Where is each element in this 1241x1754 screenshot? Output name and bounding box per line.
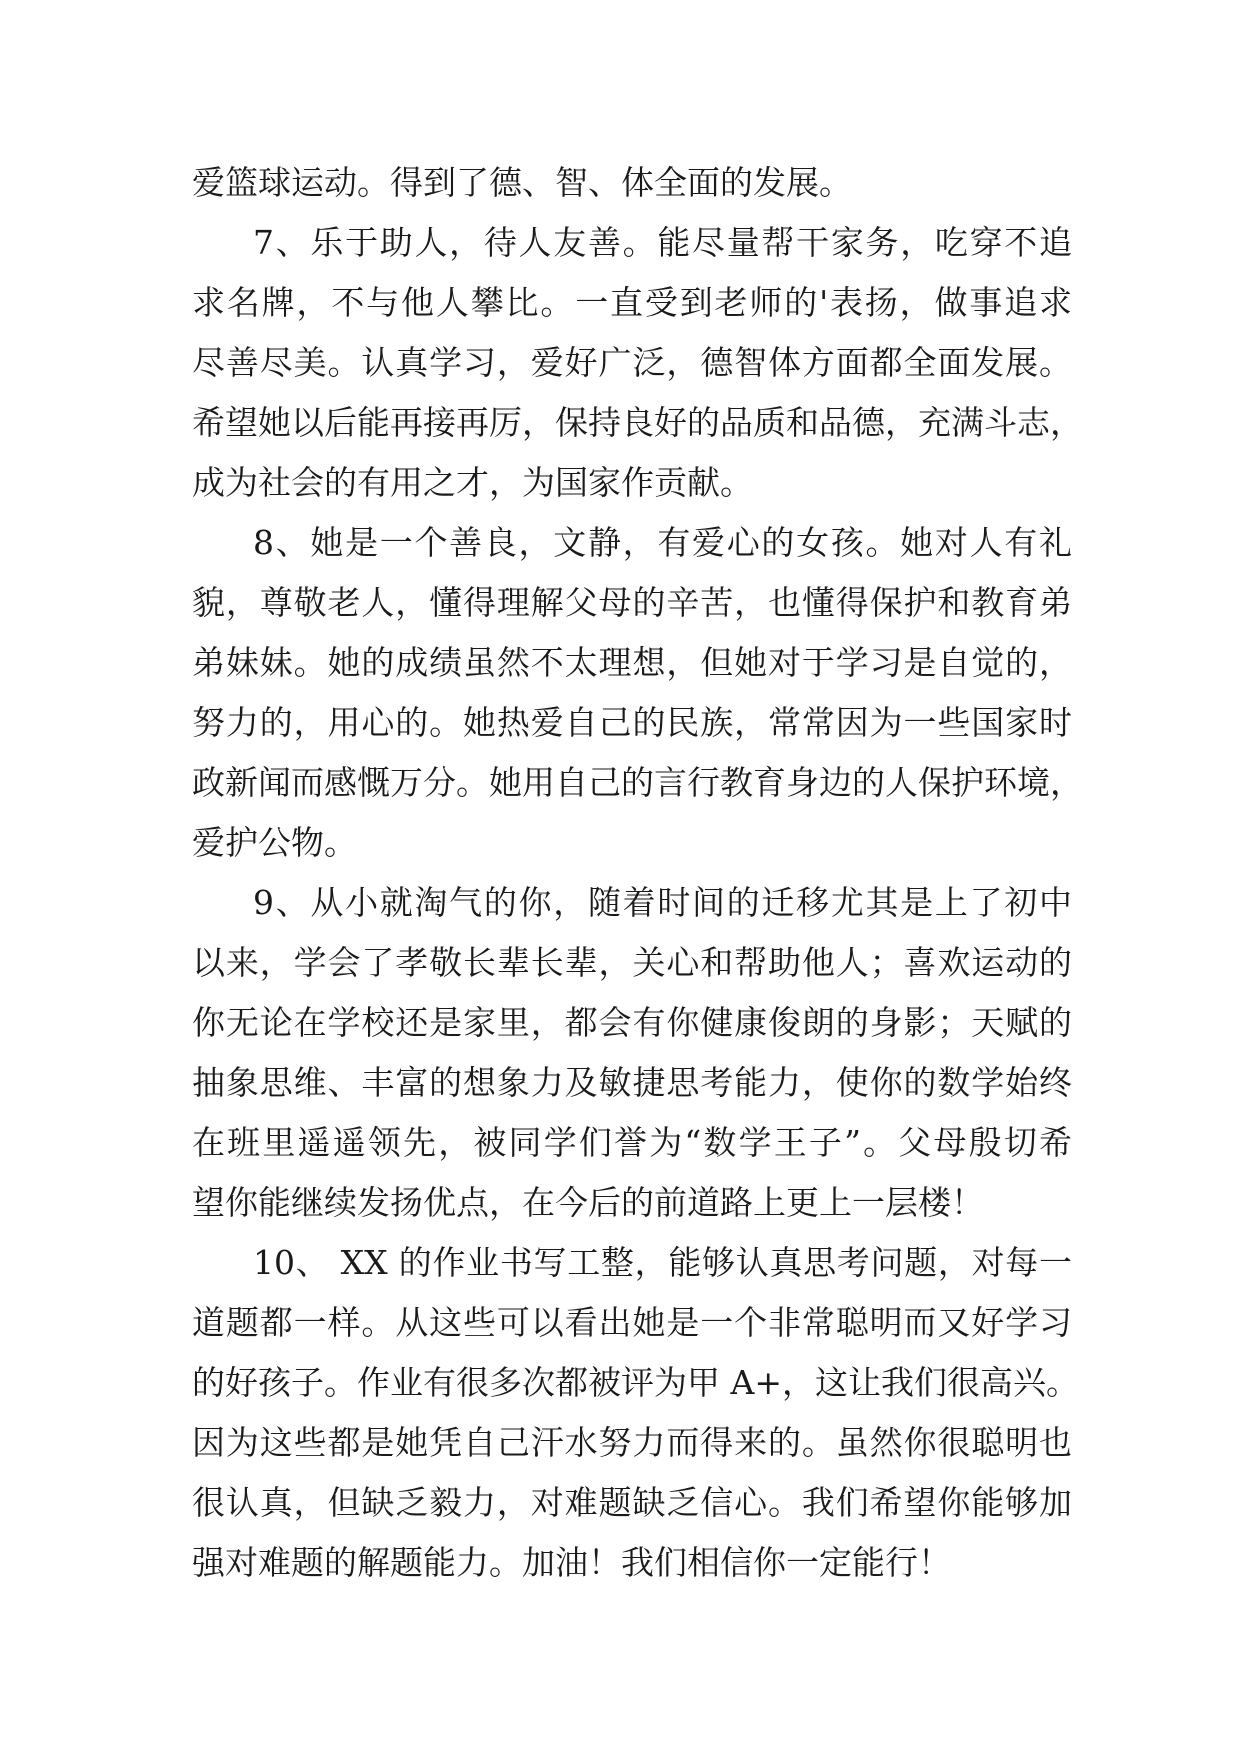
text-line: 道题都一样。从这些可以看出她是一个非常聪明而又好学习 — [192, 1303, 1072, 1342]
text-line: 求名牌，不与他人攀比。一直受到老师的'表扬，做事追求 — [192, 283, 1072, 322]
document-body — [192, 153, 1083, 1593]
text-line: 7、乐于助人，待人友善。能尽量帮干家务，吃穿不追 — [253, 223, 1072, 262]
text-line: 尽善尽美。认真学习，爱好广泛，德智体方面都全面发展。 — [192, 343, 1072, 382]
text-line: 成为社会的有用之才，为国家作贡献。 — [192, 463, 753, 502]
text-line: 弟妹妹。她的成绩虽然不太理想，但她对于学习是自觉的， — [192, 643, 1072, 682]
text-line: 9、从小就淘气的你，随着时间的迁移尤其是上了初中 — [253, 883, 1072, 922]
text-line: 政新闻而感慨万分。她用自己的言行教育身边的人保护环境， — [192, 763, 1083, 802]
text-line: 望你能继续发扬优点，在今后的前道路上更上一层楼！ — [192, 1183, 984, 1222]
text-line: 你无论在学校还是家里，都会有你健康俊朗的身影；天赋的 — [192, 1003, 1072, 1042]
text-line: 10、 XX 的作业书写工整，能够认真思考问题，对每一 — [253, 1243, 1072, 1282]
text-line: 貌，尊敬老人，懂得理解父母的辛苦，也懂得保护和教育弟 — [192, 583, 1072, 622]
text-line: 努力的，用心的。她热爱自己的民族，常常因为一些国家时 — [192, 703, 1072, 742]
text-line: 的好孩子。作业有很多次都被评为甲 A+，这让我们很高兴。 — [192, 1363, 1079, 1402]
text-line: 8、她是一个善良，文静，有爱心的女孩。她对人有礼 — [253, 523, 1072, 562]
text-line: 因为这些都是她凭自己汗水努力而得来的。虽然你很聪明也 — [192, 1423, 1072, 1462]
text-line: 以来，学会了孝敬长辈长辈，关心和帮助他人；喜欢运动的 — [192, 943, 1072, 982]
text-line: 在班里遥遥领先，被同学们誉为“数学王子”。父母殷切希 — [192, 1123, 1072, 1162]
text-line: 强对难题的解题能力。加油！我们相信你一定能行！ — [192, 1543, 951, 1582]
text-line: 抽象思维、丰富的想象力及敏捷思考能力，使你的数学始终 — [192, 1063, 1072, 1102]
text-line: 爱护公物。 — [192, 823, 357, 862]
text-line: 爱篮球运动。得到了德、智、体全面的发展。 — [192, 163, 852, 202]
text-line: 希望她以后能再接再厉，保持良好的品质和品德，充满斗志， — [192, 403, 1083, 442]
text-line: 很认真，但缺乏毅力，对难题缺乏信心。我们希望你能够加 — [192, 1483, 1072, 1522]
